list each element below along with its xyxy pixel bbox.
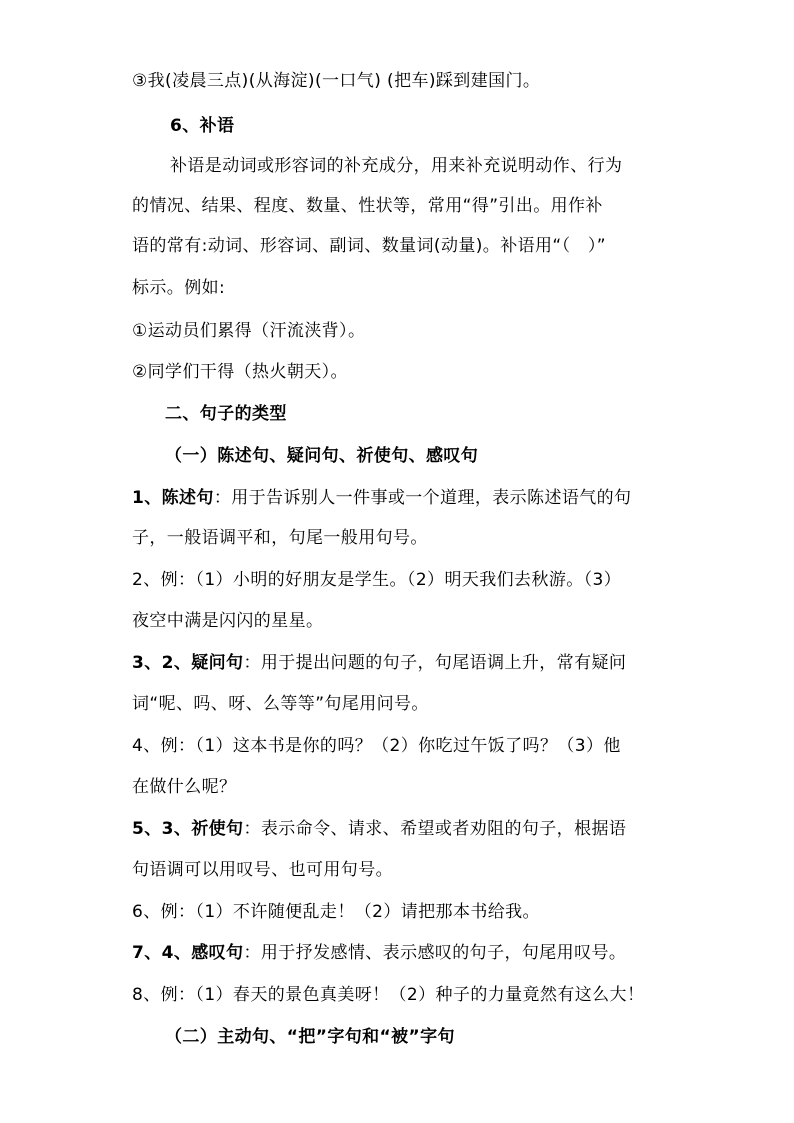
text-line-4: 的情况、结果、程度、数量、性状等，常用“得”引出。用作补 — [132, 196, 603, 216]
text-line-12: 子，一般语调平和，句尾一般用句号。 — [132, 528, 428, 548]
text-line-20: 句语调可以用叹号、也可用句号。 — [132, 860, 393, 880]
text-line-19: 5、3、祈使句：表示命令、请求、希望或者劝阻的句子，根据语 — [132, 819, 627, 839]
text-line-22: 7、4、感叹句：用于抒发感情、表示感叹的句子，句尾用叹号。 — [132, 943, 627, 963]
text-line-16: 词“呢、吗、呀、么等等”句尾用问号。 — [132, 694, 429, 714]
heading-four-types: （一）陈述句、疑问句、祈使句、感叹句 — [165, 446, 479, 466]
text-line-7: ①运动员们累得（汗流浃背）。 — [132, 321, 366, 341]
text-line-15: 3、2、疑问句：用于提出问题的句子，句尾语调上升，常有疑问 — [132, 653, 627, 673]
text-line-23: 8、例：（1）春天的景色真美呀！（2）种子的力量竟然有这么大！ — [132, 985, 645, 1005]
text-line-18: 在做什么呢？ — [132, 777, 237, 797]
heading-active-passive: （二）主动句、“把”字句和“被”字句 — [165, 1027, 455, 1047]
text-line-17: 4、例：（1）这本书是你的吗？（2）你吃过午饭了吗？（3）他 — [132, 736, 621, 756]
heading-sentence-types: 二、句子的类型 — [165, 404, 287, 424]
text-line-8: ②同学们干得（热火朝天）。 — [132, 362, 348, 382]
text-line-21: 6、例：（1）不许随便乱走！（2）请把那本书给我。 — [132, 902, 540, 922]
text-line-11: 1、陈述句：用于告诉别人一件事或一个道理，表示陈述语气的句 — [132, 488, 632, 508]
text-line-3: 补语是动词或形容词的补充成分，用来补充说明动作、行为 — [170, 156, 623, 176]
text-line-1: ③我(凌晨三点)(从海淀)(一口气) (把车)踩到建国门。 — [132, 71, 541, 91]
heading-complement: 6、补语 — [170, 116, 235, 136]
text-line-6: 标示。例如: — [132, 278, 226, 298]
text-line-5: 语的常有:动词、形容词、副词、数量词(动量)。补语用“（ ）” — [132, 236, 607, 256]
text-line-13: 2、例：（1）小明的好朋友是学生。（2）明天我们去秋游。（3） — [132, 570, 622, 590]
text-line-14: 夜空中满是闪闪的星星。 — [132, 611, 324, 631]
